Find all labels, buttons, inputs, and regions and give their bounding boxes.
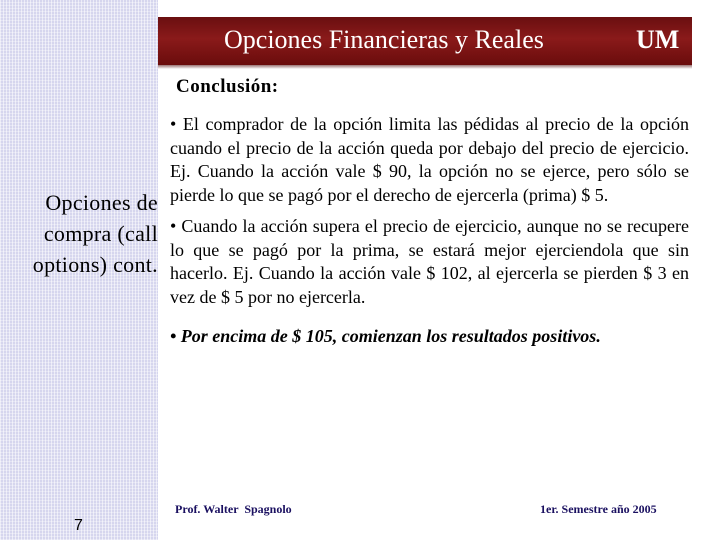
slide-body	[170, 113, 689, 349]
slide-number: 7	[74, 517, 83, 534]
side-label-line-2: compra (call	[43, 221, 158, 246]
footer-author: Prof. Walter Spagnolo	[175, 502, 292, 516]
slide-title: Opciones Financieras y Reales	[224, 25, 544, 54]
side-label-line-3: options) cont.	[32, 252, 158, 277]
bullet-paragraph-3: • Por encima de $ 105, comienzan los resultados positivos.	[170, 326, 601, 346]
title-bar-shadow	[158, 65, 692, 69]
side-label-line-1: Opciones de	[45, 190, 158, 215]
um-logo-text: UM	[636, 25, 680, 54]
section-subtitle: Conclusión:	[176, 76, 279, 97]
footer-term: 1er. Semestre año 2005	[540, 502, 657, 516]
bullet-paragraph-2: • Cuando la acción supera el precio de ejercicio, aunque no se recupere lo que se pagó por la prima, se estará mejor ejerciendola que sin hacerlo. Ej. Cuando la acción vale $ 102, al ejercerla se pierden $ 3 en vez de $ 5 por no ejercerla.	[170, 216, 689, 307]
side-topic-label	[0, 187, 158, 280]
bullet-paragraph-1: • El comprador de la opción limita las pédidas al precio de la opción cuando el precio de la acción queda por debajo del precio de ejercicio. Ej. Cuando la acción vale $ 90, la opción no se ejerce, pero sólo se pierde lo que se pagó por el derecho de ejercerla (prima) $ 5.	[170, 114, 689, 205]
